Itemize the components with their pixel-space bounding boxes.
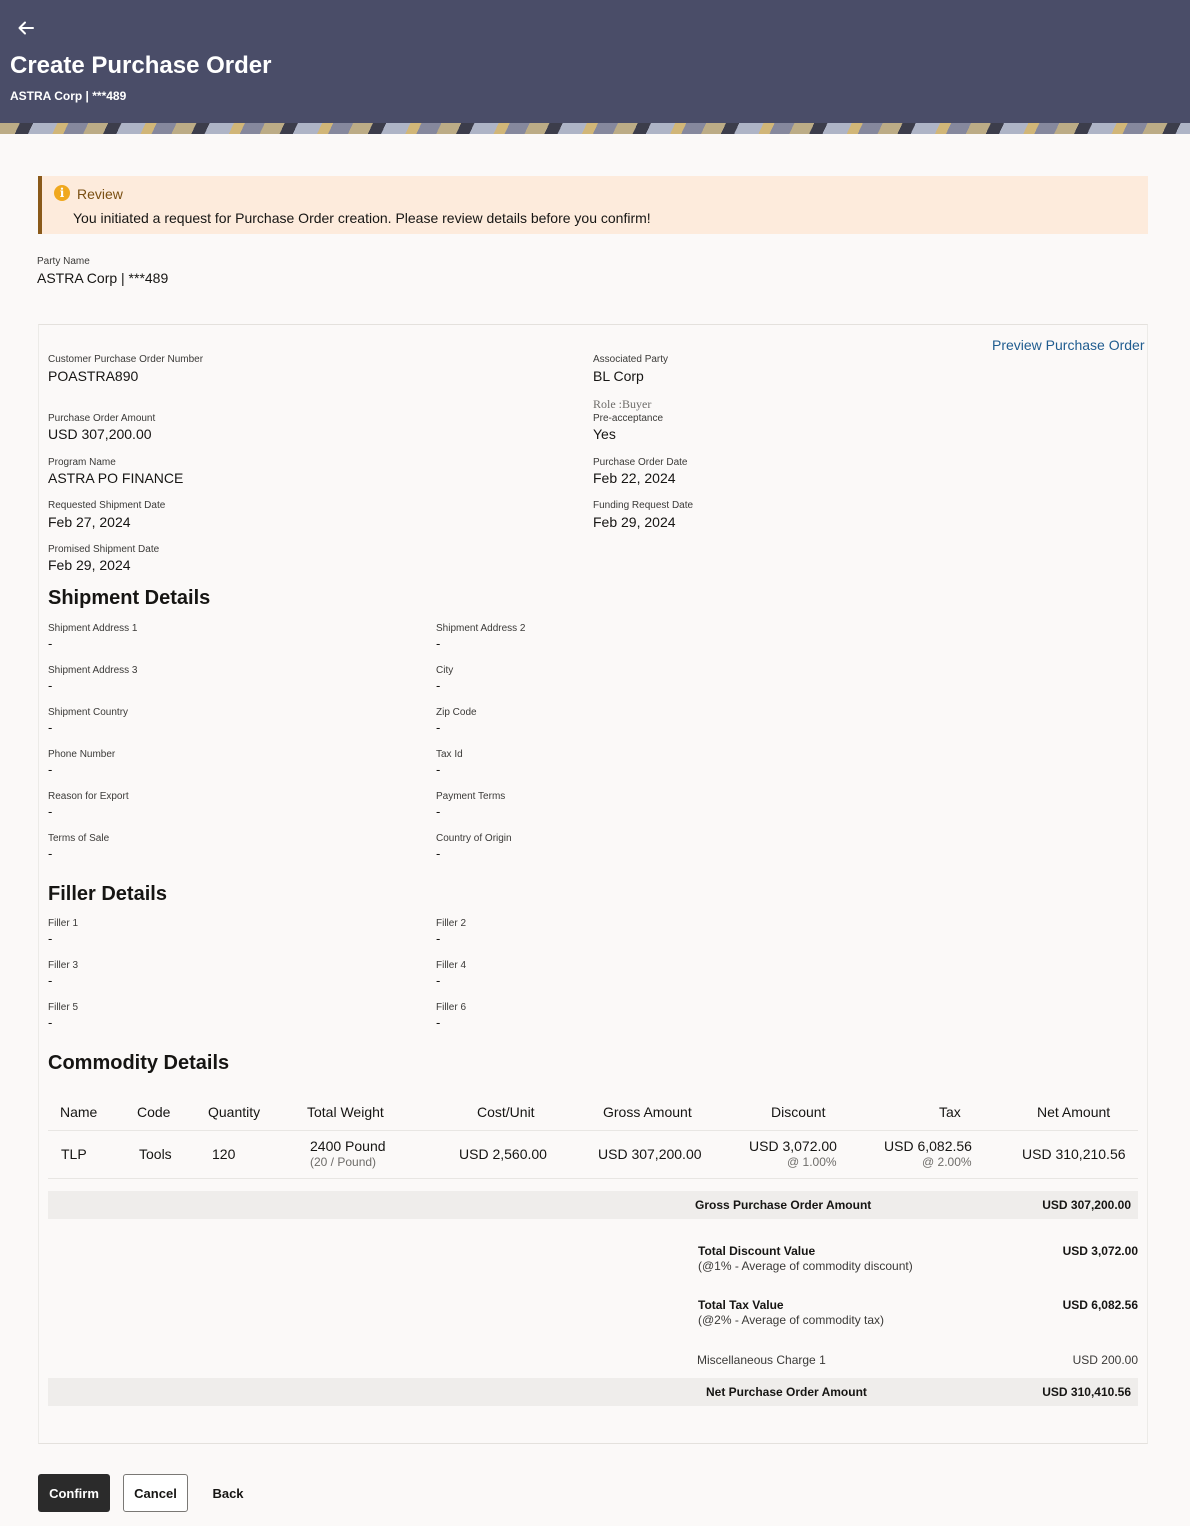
total-tax-label: Total Tax Value	[698, 1298, 784, 1312]
filler-field-value: -	[48, 931, 53, 946]
shipment-field-label: Reason for Export	[48, 791, 129, 802]
shipment-field-value: -	[436, 720, 441, 735]
filler-field-value: -	[48, 1015, 53, 1030]
shipment-details-title: Shipment Details	[48, 587, 211, 609]
confirm-button[interactable]: Confirm	[38, 1474, 110, 1512]
requested-shipment-date-label: Requested Shipment Date	[48, 500, 166, 511]
gross-summary-band	[48, 1191, 1138, 1219]
shipment-field-value: -	[48, 846, 53, 861]
page-title: Create Purchase Order	[10, 52, 272, 79]
cell-code: Tools	[139, 1146, 172, 1162]
cell-cost-unit: USD 2,560.00	[459, 1146, 547, 1162]
cancel-button[interactable]: Cancel	[123, 1474, 188, 1512]
program-name-label: Program Name	[48, 457, 116, 468]
po-date-value: Feb 22, 2024	[593, 470, 676, 486]
column-header-name: Name	[60, 1104, 98, 1120]
shipment-field-value: -	[48, 678, 53, 693]
funding-request-date-value: Feb 29, 2024	[593, 514, 676, 530]
party-name-value: ASTRA Corp | ***489	[37, 270, 169, 286]
associated-party-role: Role :Buyer	[593, 397, 652, 411]
column-header-code: Code	[137, 1104, 171, 1120]
gross-po-amount-value: USD 307,200.00	[1042, 1198, 1131, 1212]
shipment-field-label: Shipment Address 1	[48, 623, 138, 634]
shipment-field-label: City	[436, 665, 454, 676]
po-amount-label: Purchase Order Amount	[48, 413, 156, 424]
column-header-discount: Discount	[771, 1104, 826, 1120]
table-header-divider	[48, 1130, 1138, 1131]
review-title: Review	[77, 186, 123, 202]
cell-total-weight: 2400 Pound	[310, 1138, 386, 1154]
filler-field-value: -	[48, 973, 53, 988]
shipment-field-label: Zip Code	[436, 707, 477, 718]
gross-po-amount-label: Gross Purchase Order Amount	[695, 1198, 872, 1212]
shipment-field-value: -	[436, 678, 441, 693]
shipment-field-label: Phone Number	[48, 749, 116, 760]
back-arrow-icon[interactable]	[16, 18, 36, 38]
total-tax-note: (@2% - Average of commodity tax)	[698, 1313, 885, 1327]
net-summary-band	[48, 1378, 1138, 1406]
purchase-order-card	[38, 324, 1148, 1444]
shipment-field-label: Terms of Sale	[48, 833, 110, 844]
shipment-field-value: -	[436, 636, 441, 651]
commodity-details-title: Commodity Details	[48, 1052, 230, 1074]
funding-request-date-label: Funding Request Date	[593, 500, 694, 511]
cell-discount: USD 3,072.00	[749, 1138, 837, 1154]
total-discount-label: Total Discount Value	[698, 1244, 816, 1258]
info-warning-icon: i	[54, 185, 70, 201]
review-message: You initiated a request for Purchase Order creation. Please review details before you confirm!	[73, 210, 651, 226]
filler-field-label: Filler 6	[436, 1002, 467, 1013]
cell-tax: USD 6,082.56	[884, 1138, 972, 1154]
program-name-value: ASTRA PO FINANCE	[48, 470, 184, 486]
shipment-field-label: Tax Id	[436, 749, 463, 760]
shipment-field-value: -	[48, 720, 53, 735]
requested-shipment-date-value: Feb 27, 2024	[48, 514, 131, 530]
cell-tax-rate: @ 2.00%	[922, 1155, 972, 1169]
cell-net-amount: USD 310,210.56	[1022, 1146, 1126, 1162]
po-amount-value: USD 307,200.00	[48, 426, 152, 442]
shipment-field-label: Shipment Country	[48, 707, 129, 718]
total-tax-value: USD 6,082.56	[1062, 1298, 1138, 1312]
shipment-field-value: -	[48, 762, 53, 777]
cell-gross-amount: USD 307,200.00	[598, 1146, 702, 1162]
shipment-field-value: -	[48, 636, 53, 651]
filler-field-label: Filler 5	[48, 1002, 79, 1013]
net-po-amount-value: USD 310,410.56	[1042, 1385, 1131, 1399]
filler-field-label: Filler 3	[48, 960, 79, 971]
cell-quantity: 120	[212, 1146, 236, 1162]
filler-field-label: Filler 2	[436, 918, 467, 929]
shipment-field-label: Shipment Address 2	[436, 623, 526, 634]
column-header-net-amount: Net Amount	[1037, 1104, 1111, 1120]
filler-details-title: Filler Details	[48, 883, 167, 905]
table-row-divider	[48, 1178, 1138, 1179]
preview-purchase-order-link[interactable]: Preview Purchase Order	[992, 337, 1145, 353]
promised-shipment-date-value: Feb 29, 2024	[48, 557, 131, 573]
party-name-label: Party Name	[37, 256, 90, 267]
filler-field-value: -	[436, 973, 441, 988]
shipment-field-value: -	[436, 762, 441, 777]
column-header-cost-unit: Cost/Unit	[477, 1104, 535, 1120]
page-subtitle: ASTRA Corp | ***489	[10, 89, 127, 103]
filler-field-value: -	[436, 1015, 441, 1030]
cell-discount-rate: @ 1.00%	[787, 1155, 837, 1169]
misc-charge-label: Miscellaneous Charge 1	[697, 1353, 826, 1367]
column-header-quantity: Quantity	[208, 1104, 261, 1120]
filler-field-label: Filler 4	[436, 960, 467, 971]
shipment-field-value: -	[48, 804, 53, 819]
po-date-label: Purchase Order Date	[593, 457, 688, 468]
misc-charge-value: USD 200.00	[1072, 1353, 1138, 1367]
column-header-gross-amount: Gross Amount	[603, 1104, 692, 1120]
filler-field-value: -	[436, 931, 441, 946]
pre-acceptance-value: Yes	[593, 426, 616, 442]
pre-acceptance-label: Pre-acceptance	[593, 413, 664, 424]
page-header	[0, 0, 1190, 134]
associated-party-value: BL Corp	[593, 368, 644, 384]
shipment-field-value: -	[436, 804, 441, 819]
column-header-total-weight: Total Weight	[307, 1104, 384, 1120]
promised-shipment-date-label: Promised Shipment Date	[48, 544, 160, 555]
back-button[interactable]: Back	[204, 1474, 252, 1512]
total-discount-note: (@1% - Average of commodity discount)	[698, 1259, 913, 1273]
cell-name: TLP	[61, 1146, 87, 1162]
cell-weight-per-unit: (20 / Pound)	[310, 1155, 377, 1169]
customer-po-number-label: Customer Purchase Order Number	[48, 354, 204, 365]
associated-party-label: Associated Party	[593, 354, 669, 365]
shipment-field-label: Country of Origin	[436, 833, 512, 844]
header-decorative-band	[0, 123, 1190, 134]
shipment-field-value: -	[436, 846, 441, 861]
shipment-field-label: Shipment Address 3	[48, 665, 138, 676]
total-discount-value: USD 3,072.00	[1062, 1244, 1138, 1258]
shipment-field-label: Payment Terms	[436, 791, 506, 802]
customer-po-number-value: POASTRA890	[48, 368, 139, 384]
filler-field-label: Filler 1	[48, 918, 79, 929]
column-header-tax: Tax	[939, 1104, 961, 1120]
net-po-amount-label: Net Purchase Order Amount	[706, 1385, 867, 1399]
review-banner	[38, 176, 1148, 234]
